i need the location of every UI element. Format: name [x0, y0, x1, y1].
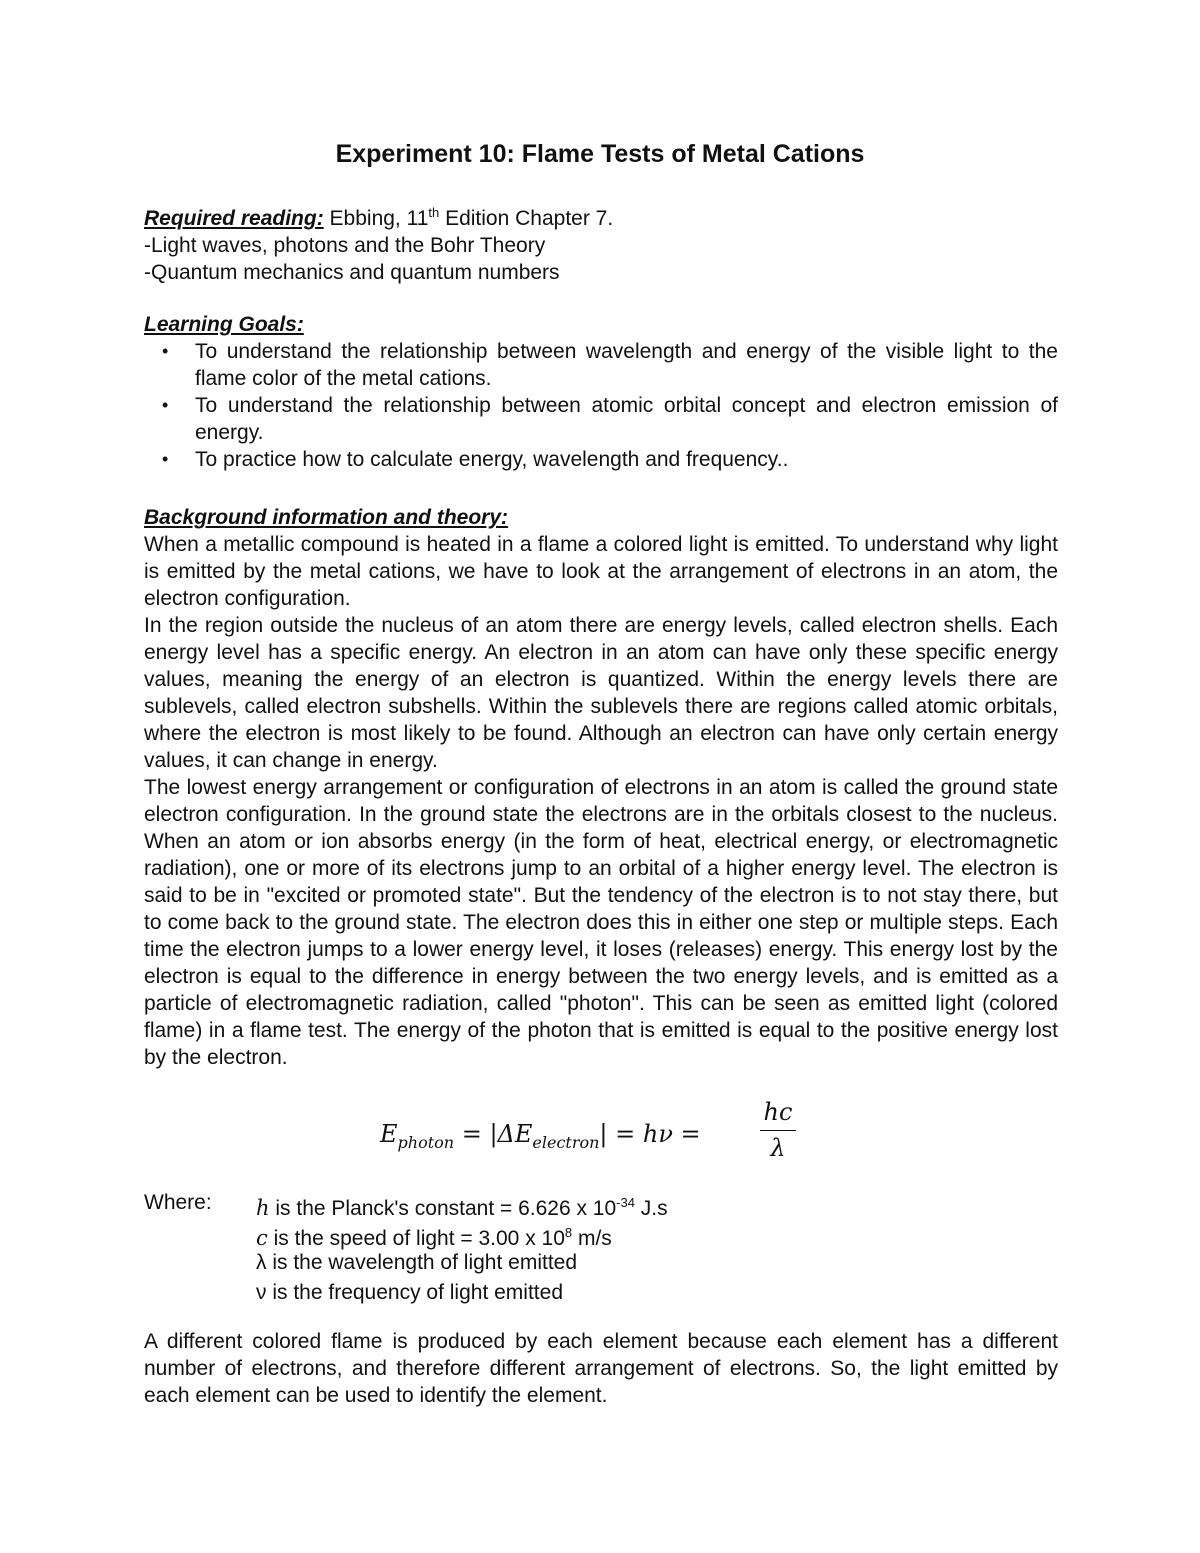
goal-text: To understand the relationship between atomic orbital concept and electron emission of energy. — [195, 394, 1058, 444]
variable-text: is the wavelength of light emitted — [266, 1251, 578, 1274]
goal-text: To understand the relationship between wavelength and energy of the visible light to the flame color of the metal cations. — [195, 340, 1058, 390]
closing-text: A different colored flame is produced by each element because each element has a different number of electrons, and therefore different arrangement of electrons. So, the light emitted by each element can be used to identify the element. — [144, 1330, 1058, 1407]
learning-goals-list — [144, 338, 1058, 473]
closing-paragraph — [144, 1328, 1058, 1409]
formula-delta-subscript: electron — [532, 1132, 600, 1152]
formula-expression — [380, 1120, 701, 1152]
background-heading: Background information and theory: — [144, 506, 509, 529]
required-reading-line — [144, 199, 1058, 232]
edition-superscript: th — [428, 205, 440, 220]
background-paragraph: In the region outside the nucleus of an atom there are energy levels, called electron shells. Each energy level has a specific energy. An electron in an atom can have only these specific energy values, meaning the energy of an electron is quantized. Within the energy levels there are sublevels, called electron subshells. Within the sublevels there are regions called atomic orbitals, where the electron is most likely to be found. Although an electron can have only certain energy values, it can change in energy. — [144, 614, 1058, 772]
reading-item: -Quantum mechanics and quantum numbers — [144, 261, 560, 284]
variable-text: is the speed of light = 3.00 x 10 — [267, 1227, 565, 1250]
goal-text: To practice how to calculate energy, wavelength and frequency.. — [195, 448, 789, 471]
photon-energy-formula — [380, 1098, 800, 1168]
learning-goals-section — [144, 311, 1058, 473]
formula-fraction — [760, 1098, 796, 1162]
background-section — [144, 504, 1058, 1071]
background-paragraph: When a metallic compound is heated in a flame a colored light is emitted. To understand why light is emitted by the metal cations, we have to look at the arrangement of electrons in an atom, the electron configuration. — [144, 533, 1058, 610]
required-reading-text: Ebbing, 11 — [323, 207, 429, 230]
variable-symbol: ν — [256, 1281, 267, 1304]
reading-item: -Light waves, photons and the Bohr Theory — [144, 234, 546, 257]
variable-text: is the Planck's constant = 6.626 x 10 — [269, 1197, 617, 1220]
required-reading-section — [144, 199, 1058, 286]
bullet-icon: • — [162, 395, 169, 415]
fraction-denominator: λ — [770, 1134, 786, 1162]
fraction-bar — [760, 1130, 796, 1131]
variable-exponent: 8 — [564, 1225, 573, 1240]
background-paragraph: The lowest energy arrangement or configuration of electrons in an atom is called the ground state electron configuration. In the ground state the electrons are in the orbitals closest to the nucleus. When an atom or ion absorbs energy (in the form of heat, electrical energy, or electromagnetic radiation), one or more of its electrons jump to an orbital of a higher energy level. The electron is said to be in "excited or promoted state". But the tendency of the electron is to not stay there, but to come back to the ground state. The electron does this in either one step or multiple steps. Each time the electron jumps to a lower energy level, it loses (releases) energy. This energy lost by the electron is equal to the difference in energy between the two energy levels, and is emitted as a particle of electromagnetic radiation, called "photon". This can be seen as emitted light (colored flame) in a flame test. The energy of the photon that is emitted is equal to the positive energy lost by the electron. — [144, 776, 1058, 1069]
variable-unit: J.s — [634, 1197, 668, 1220]
goal-item — [144, 446, 1058, 473]
learning-goals-heading: Learning Goals: — [144, 313, 304, 336]
variable-symbol: λ — [256, 1251, 267, 1274]
bullet-icon: • — [162, 341, 169, 361]
required-reading-heading: Required reading: — [144, 207, 324, 230]
variable-text: is the frequency of light emitted — [266, 1281, 563, 1304]
where-label: Where: — [144, 1191, 212, 1214]
formula-part: | = hν = — [599, 1120, 701, 1148]
formula-e: E — [380, 1120, 398, 1148]
page-title: Experiment 10: Flame Tests of Metal Cations — [335, 140, 865, 168]
formula-part: = |ΔE — [454, 1120, 533, 1148]
fraction-numerator: hc — [763, 1098, 793, 1126]
variable-definition — [256, 1278, 563, 1308]
formula-e-subscript: photon — [397, 1132, 455, 1152]
variable-exponent: -34 — [616, 1195, 635, 1210]
variable-symbol: h — [256, 1196, 270, 1220]
goal-item — [144, 338, 1058, 392]
bullet-icon: • — [162, 449, 169, 469]
variable-symbol: c — [256, 1226, 268, 1250]
variable-unit: m/s — [572, 1227, 612, 1250]
goal-item — [144, 392, 1058, 446]
required-reading-text-post: Edition Chapter 7. — [439, 207, 614, 230]
variable-definition — [256, 1248, 577, 1278]
